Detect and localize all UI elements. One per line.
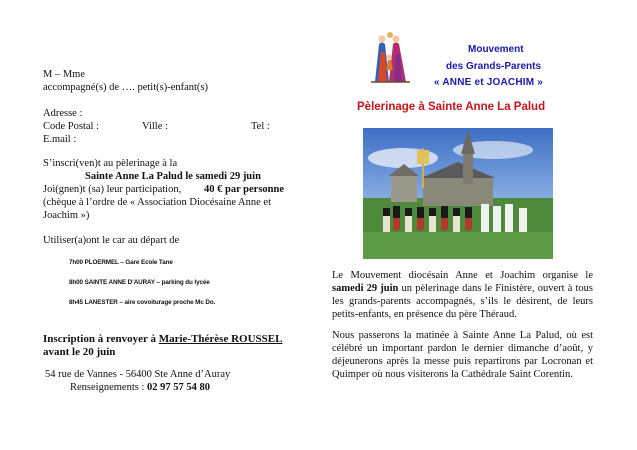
participation-line: Joi(gnen)t (sa) leur participation, bbox=[43, 184, 182, 195]
paragraph-1-intro: Le Mouvement diocésain Anne et Joachim organise le bbox=[332, 270, 593, 281]
pilgrimage-photo bbox=[363, 128, 553, 259]
return-instruction bbox=[43, 333, 282, 346]
postal-address: 54 rue de Vannes - 56400 Ste Anne d’Auray bbox=[45, 369, 231, 380]
email-label: E.mail : bbox=[43, 134, 77, 145]
saints-figures-icon bbox=[362, 30, 418, 84]
cheque-line-2: Joachim ») bbox=[43, 210, 90, 221]
return-name: Marie-Thérèse ROUSSEL bbox=[158, 333, 283, 345]
return-deadline: avant le 20 juin bbox=[43, 346, 116, 358]
salutation: M – Mme bbox=[43, 69, 85, 80]
paragraph-1 bbox=[332, 269, 593, 321]
church-procession-image bbox=[363, 128, 553, 259]
tel-label: Tel : bbox=[251, 121, 270, 132]
anne-joachim-logo bbox=[362, 30, 418, 84]
info-phone: 02 97 57 54 80 bbox=[147, 382, 210, 393]
paragraph-1-date: samedi 29 juin bbox=[332, 283, 399, 294]
paragraph-1-rest: un pèlerinage dans le Finistère, ouvert à tous les grands-parents accompagnés, s’ils le désirent, de leurs petits-enfants, en présence du père Théraud. bbox=[332, 283, 594, 320]
bus-stop-1: 7h00 PLOERMEL – Gare Ecole Tane bbox=[69, 259, 173, 266]
org-line-1: Mouvement bbox=[468, 44, 524, 55]
return-prefix: Inscription à renvoyer à bbox=[43, 333, 159, 345]
price: 40 € par personne bbox=[204, 184, 285, 195]
info-label: Renseignements : bbox=[70, 382, 147, 393]
accompanied-line: accompagné(s) de …. petit(s)-enfant(s) bbox=[43, 82, 209, 93]
city-label: Ville : bbox=[142, 121, 168, 132]
cheque-line-1: (chèque à l’ordre de « Association Diocésaine Anne et bbox=[43, 197, 272, 208]
bus-stop-3: 8h45 LANESTER – aire covoiturage proche Mc Do. bbox=[69, 299, 216, 306]
postal-code-label: Code Postal : bbox=[43, 121, 100, 132]
bus-intro: Utiliser(a)ont le car au départ de bbox=[43, 235, 180, 246]
headline: Pèlerinage à Sainte Anne La Palud bbox=[357, 101, 546, 113]
org-line-3: « ANNE et JOACHIM » bbox=[434, 77, 544, 88]
register-event: Sainte Anne La Palud le samedi 29 juin bbox=[85, 171, 261, 182]
register-line: S’inscri(ven)t au pèlerinage à la bbox=[43, 158, 178, 169]
paragraph-2: Nous passerons la matinée à Sainte Anne La Palud, où est célébré un important pardon le dernier dimanche d’août, y déjeunerons après la messe puis repartirons par Locronan et Quimper où nous visiterons la Cathédrale Saint Corentin. bbox=[332, 330, 593, 380]
address-label: Adresse : bbox=[43, 108, 83, 119]
bus-stop-2: 8h00 SAINTE ANNE D’AURAY – parking du lycée bbox=[69, 279, 210, 286]
org-line-2: des Grands-Parents bbox=[446, 61, 542, 72]
info-line bbox=[70, 381, 210, 394]
